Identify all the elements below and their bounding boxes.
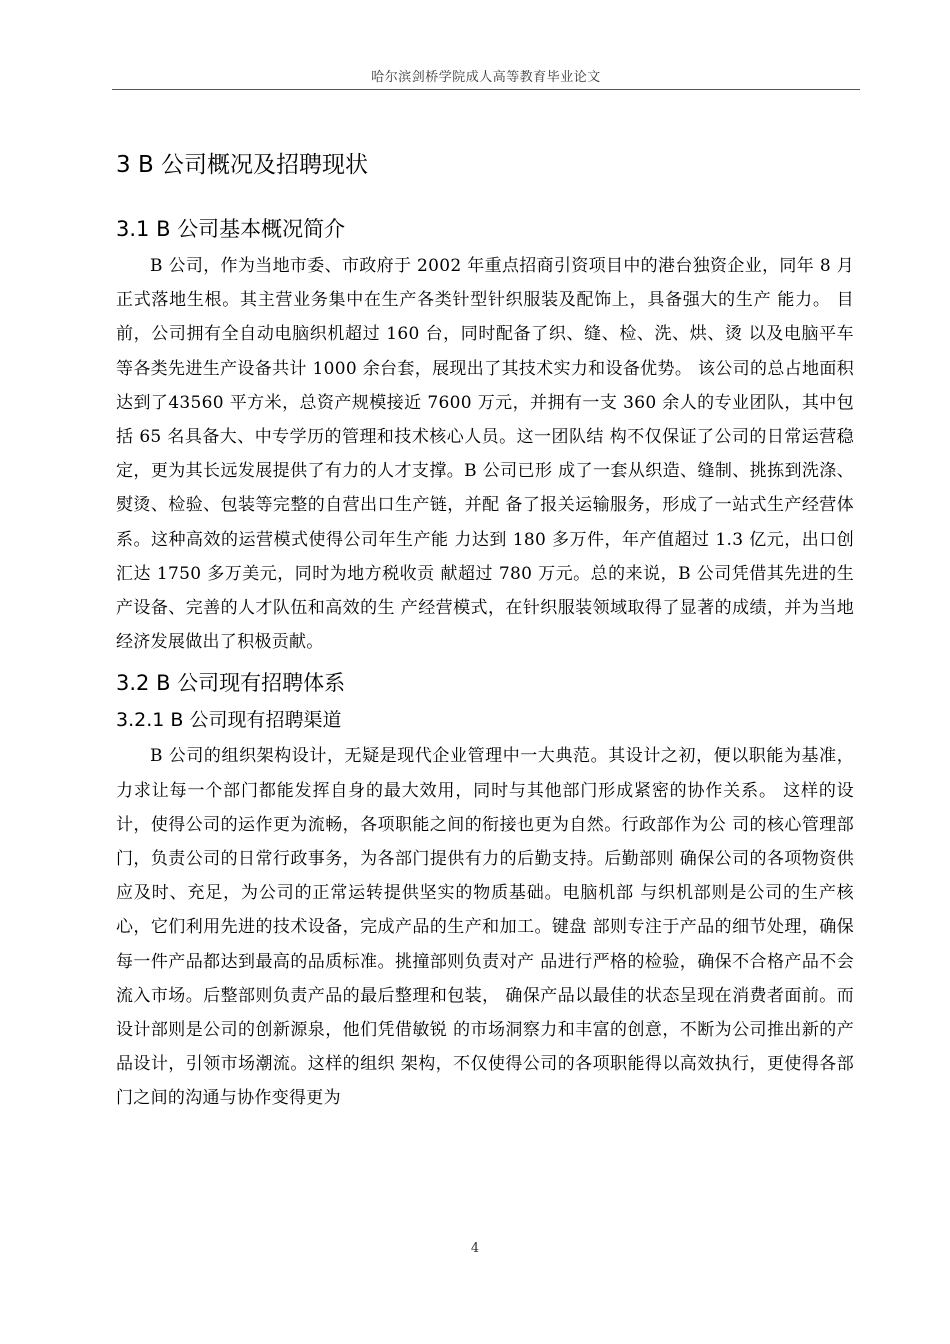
section-heading-3-1: 3.1 B 公司基本概况简介 (116, 217, 346, 241)
header-divider (112, 89, 860, 90)
paragraph-recruitment-channels: B 公司的组织架构设计，无疑是现代企业管理中一大典范。其设计之初，便以职能为基准，力求让每一个部门都能发挥自身的最大效用，同时与其他部门形成紧密的协作关系。 这样的设计，使得公司的运作更为流畅，各项职能之间的衔接也更为自然。行政部作为公 司的核心管理部门，负责公司的日常行政事务，为各部门提供有力的后勤支持。后勤部则 确保公司的各项物资供应及时、充足，为公司的正常运转提供坚实的物质基础。电脑机部 与织机部则是公司的生产核心，它们利用先进的技术设备，完成产品的生产和加工。键盘 部则专注于产品的细节处理，确保每一件产品都达到最高的品质标准。挑撞部则负责对产 品进行严格的检验，确保不合格产品不会流入市场。后整部则负责产品的最后整理和包装， 确保产品以最佳的状态呈现在消费者面前。而设计部则是公司的创新源泉，他们凭借敏锐 的市场洞察力和丰富的创意，不断为公司推出新的产品设计，引领市场潮流。这样的组织 架构，不仅使得公司的各项职能得以高效执行，更使得各部门之间的沟通与协作变得更为 (116, 746, 854, 1109)
spacer (116, 185, 854, 211)
main-content (116, 145, 854, 1116)
section-heading-3-2: 3.2 B 公司现有招聘体系 (116, 671, 346, 696)
paragraph-company-overview: B 公司，作为当地市委、市政府于 2002 年重点招商引资项目中的港台独资企业，同年 8 月正式落地生根。其主营业务集中在生产各类针型针织服装及配饰上，具备强大的生产 能力。 目前，公司拥有全自动电脑织机超过 160 台，同时配备了织、缝、检、洗、烘、烫 以及电脑平车等各类先进生产设备共计 1000 余台套，展现出了其技术实力和设备优势。 该公司的总占地面积达到了43560 平方米，总资产规模接近 7600 万元，并拥有一支 360 余人的专业团队，其中包括 65 名具备大、中专学历的管理和技术核心人员。这一团队结 构不仅保证了公司的日常运营稳定，更为其长远发展提供了有力的人才支撑。B 公司已形 成了一套从织造、缝制、挑拣到洗涤、熨烫、检验、包装等完整的自营出口生产链，并配 备了报关运输服务，形成了一站式生产经营体系。这种高效的运营模式使得公司年生产能 力达到 180 多万件，年产值超过 1.3 亿元，出口创汇达 1750 多万美元，同时为地方税收贡 献超过 780 万元。总的来说，B 公司凭借其先进的生产设备、完善的人才队伍和高效的生 产经营模式，在针织服装领域取得了显著的成绩，并为当地经济发展做出了积极贡献。 (116, 256, 854, 653)
chapter-heading: 3 B 公司概况及招聘现状 (116, 152, 369, 178)
running-header: 哈尔滨剑桥学院成人高等教育毕业论文 (371, 70, 601, 85)
subsection-heading-3-2-1: 3.2.1 B 公司现有招聘渠道 (116, 709, 342, 732)
page-number: 4 (470, 1241, 480, 1256)
